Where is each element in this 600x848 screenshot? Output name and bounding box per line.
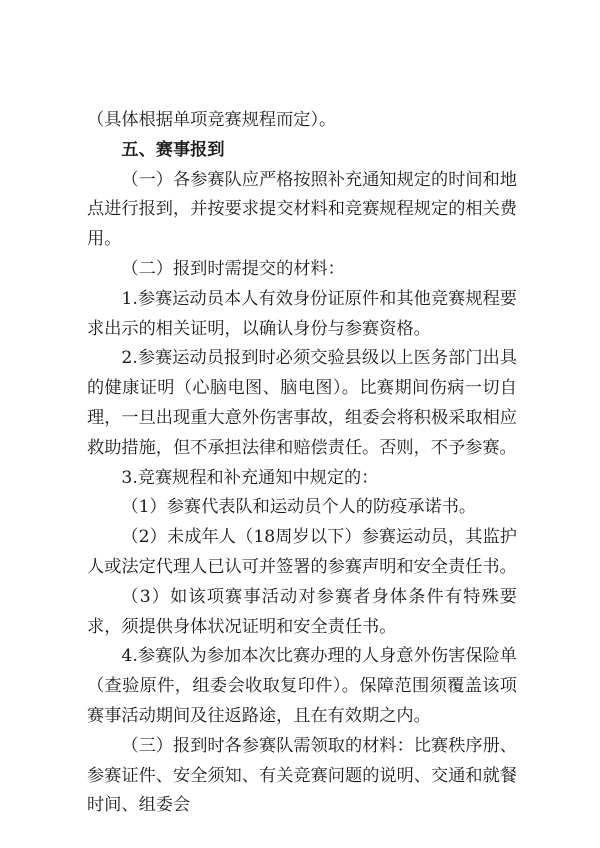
paragraph-continuation: （具体根据单项竞赛规程而定）。: [87, 110, 337, 130]
paragraph-collect-materials: （三）报到时各参赛队需领取的材料：比赛秩序册、参赛证件、安全须知、有关竞赛问题的说明、交通和就餐时间、组委会: [87, 735, 517, 816]
paragraph-registration-time: （一）各参赛队应严格按照补充通知规定的时间和地点进行报到，并按要求提交材料和竞赛规程规定的相关费用。: [87, 169, 517, 250]
paragraph-subitem-3: （3）如该项赛事活动对参赛者身体条件有特殊要求，须提供身体状况证明和安全责任书。: [87, 586, 517, 637]
paragraph-item-1: 1.参赛运动员本人有效身份证原件和其他竞赛规程要求出示的相关证明，以确认身份与参赛资格。: [87, 288, 517, 339]
paragraph-item-4: 4.参赛队为参加本次比赛办理的人身意外伤害保险单（查验原件，组委会收取复印件）。保障范围须覆盖该项赛事活动期间及往返路途，且在有效期之内。: [87, 646, 517, 726]
paragraph-subitem-1: （1）参赛代表队和运动员个人的防疫承诺书。: [121, 497, 477, 518]
paragraph-materials-heading: （二）报到时需提交的材料：: [121, 258, 345, 279]
paragraph-item-2: 2.参赛运动员报到时必须交验县级以上医务部门出具的健康证明（心脑电图、脑电图）。比赛期间伤病一切自理，一旦出现重大意外伤害事故，组委会将积极采取相应救助措施，但不承担法律和赔偿责任。否则，不予参赛。: [87, 348, 517, 458]
section-heading: 五、赛事报到: [121, 139, 225, 160]
paragraph-subitem-2: （2）未成年人（18周岁以下）参赛运动员，其监护人或法定代理人已认可并签署的参赛声明和安全责任书。: [87, 527, 517, 577]
paragraph-item-3: 3.竞赛规程和补充通知中规定的：: [121, 467, 379, 488]
document-body: [87, 106, 517, 821]
